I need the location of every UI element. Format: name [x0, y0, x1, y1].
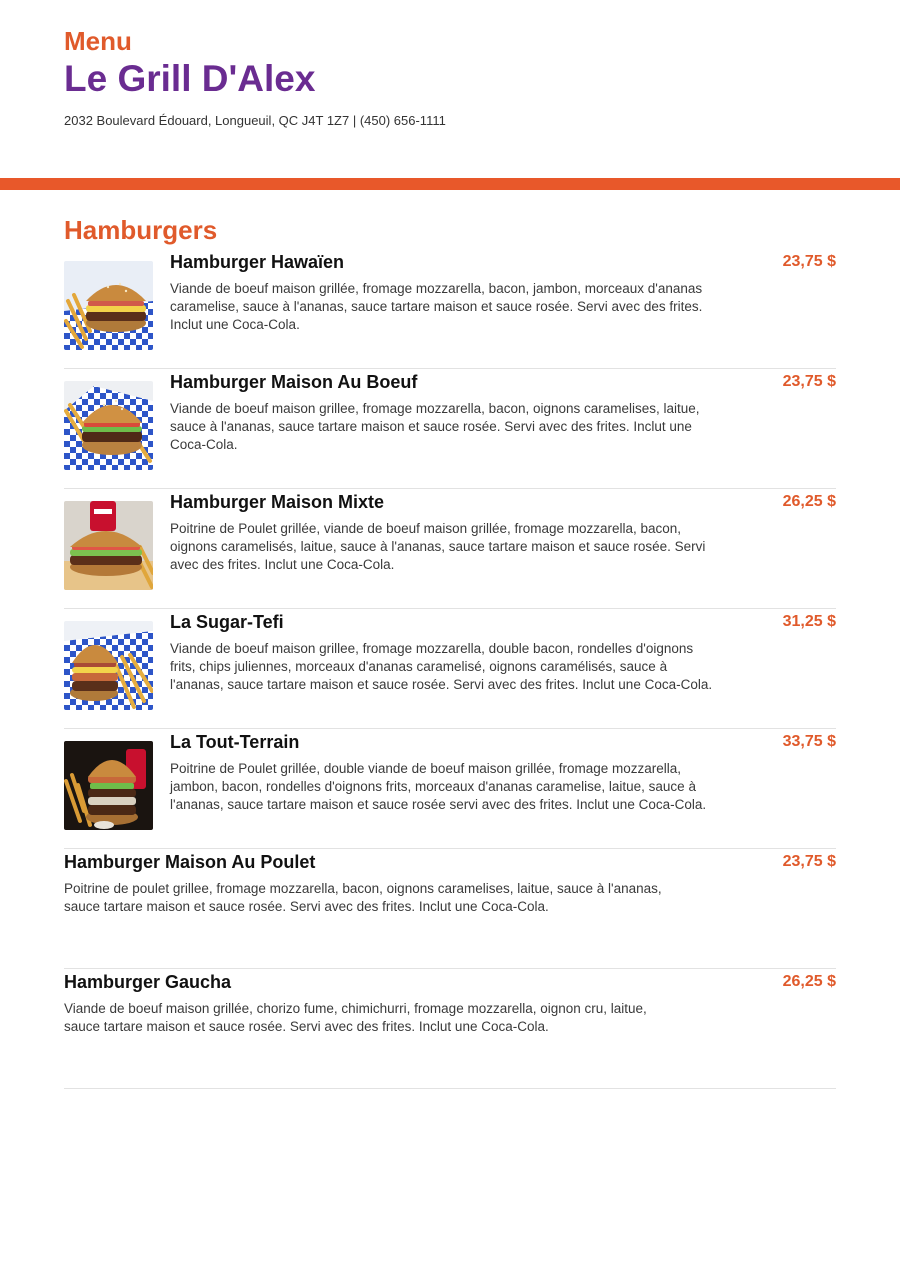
item-name: Hamburger Hawaïen	[170, 252, 345, 272]
item-name: La Tout-Terrain	[170, 732, 300, 752]
section-title: Hamburgers	[64, 215, 218, 245]
item-price: 23,75 $	[782, 253, 836, 270]
item-price: 23,75 $	[782, 373, 836, 390]
menu-item[interactable]	[64, 849, 836, 969]
header-divider-bar	[0, 178, 900, 190]
item-name: Hamburger Maison Au Poulet	[64, 852, 316, 872]
item-description: Poitrine de Poulet grillée, viande de boeuf maison grillée, fromage mozzarella, bacon, oignons caramelisés, laitue, sauce à l'ananas, sauce tartare maison et sauce rosée. Servi avec des frites. Inclut une Coca-Cola.	[170, 521, 706, 572]
item-price: 26,25 $	[782, 493, 836, 510]
section-hamburgers	[64, 214, 836, 246]
item-price: 33,75 $	[782, 733, 836, 750]
menu-item[interactable]	[64, 369, 836, 489]
burger-photo	[64, 621, 153, 710]
item-price: 26,25 $	[782, 973, 836, 990]
menu-header	[64, 26, 836, 129]
item-description: Poitrine de Poulet grillée, double viande de boeuf maison grillée, fromage mozzarella, jambon, bacon, rondelles d'oignons frits, morceaux d'ananas caramelise, laitue, sauce à l'ananas, sauce tartare maison et sauce rosée servi avec des frites. Inclut une Coca-Cola.	[170, 761, 707, 812]
item-description: Viande de boeuf maison grillée, chorizo fume, chimichurri, fromage mozzarella, oignon cru, laitue, sauce tartare maison et sauce rosée. Servi avec des frites. Inclut une Coca-Cola.	[64, 1001, 647, 1034]
item-name: Hamburger Maison Au Boeuf	[170, 372, 418, 392]
item-description: Viande de boeuf maison grillée, fromage mozzarella, bacon, jambon, morceaux d'ananas caramelise, sauce à l'ananas, sauce tartare maison et sauce rosée. Servi avec des frites. Inclut une Coca-Cola.	[170, 281, 703, 332]
burger-photo	[64, 381, 153, 470]
item-description: Viande de boeuf maison grillee, fromage mozzarella, double bacon, rondelles d'oignons frits, chips juliennes, morceaux d'ananas caramelisé, oignons caramélisés, sauce à l'ananas, sauce tartare maison et sauce rosée. Servi avec des frites. Inclut une Coca-Cola.	[170, 641, 713, 692]
item-description: Poitrine de poulet grillee, fromage mozzarella, bacon, oignons caramelises, laitue, sauce à l'ananas, sauce tartare maison et sauce rosée. Servi avec des frites. Inclut une Coca-Cola.	[64, 881, 662, 914]
item-price: 31,25 $	[782, 613, 836, 630]
restaurant-name: Le Grill D'Alex	[64, 58, 316, 99]
item-name: La Sugar-Tefi	[170, 612, 284, 632]
item-price: 23,75 $	[782, 853, 836, 870]
burger-photo	[64, 261, 153, 350]
item-description: Viande de boeuf maison grillee, fromage mozzarella, bacon, oignons caramelises, laitue, sauce à l'ananas, sauce tartare maison et sauce rosée. Servi avec des frites. Inclut une Coca-Cola.	[170, 401, 700, 452]
menu-item[interactable]	[64, 489, 836, 609]
menu-item[interactable]	[64, 249, 836, 369]
menu-item[interactable]	[64, 729, 836, 849]
menu-items-list	[64, 249, 836, 1089]
item-name: Hamburger Maison Mixte	[170, 492, 385, 512]
burger-photo	[64, 741, 153, 830]
menu-item[interactable]	[64, 609, 836, 729]
burger-photo	[64, 501, 153, 590]
menu-label: Menu	[64, 26, 132, 56]
item-name: Hamburger Gaucha	[64, 972, 232, 992]
menu-item[interactable]	[64, 969, 836, 1089]
restaurant-address: 2032 Boulevard Édouard, Longueuil, QC J4T 1Z7 | (450) 656-1111	[64, 113, 446, 128]
